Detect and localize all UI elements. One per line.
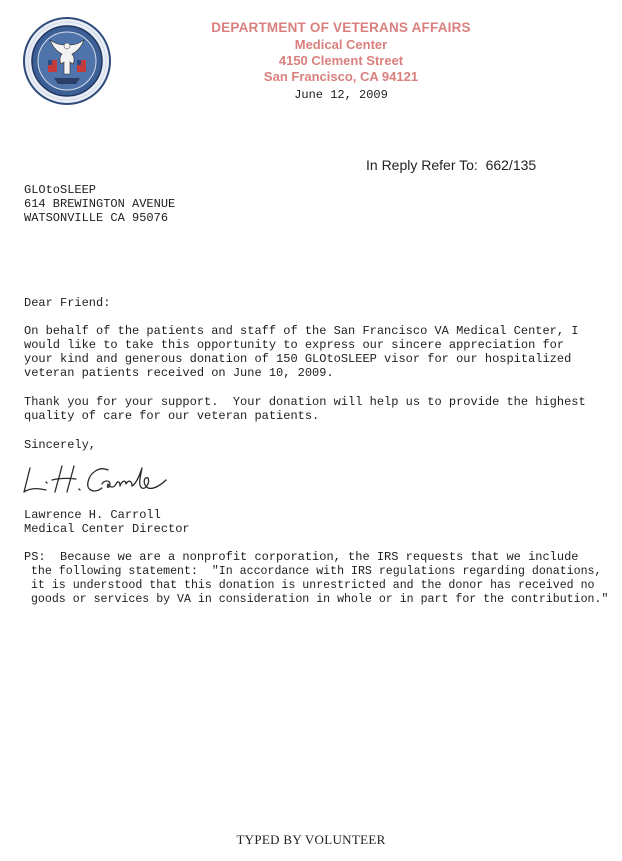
handwritten-signature-icon	[16, 458, 176, 502]
letterhead-city: San Francisco, CA 94121	[263, 69, 419, 84]
signer-name: Lawrence H. Carroll	[24, 508, 161, 522]
body-line: quality of care for our veteran patients.	[24, 409, 320, 423]
recipient-city: WATSONVILLE CA 95076	[24, 211, 169, 225]
ps-line: goods or services by VA in consideration in whole or in part for the contribution."	[24, 593, 609, 606]
letterhead-street: 4150 Clement Street	[278, 53, 404, 68]
body-line: your kind and generous donation of 150 GLOtoSLEEP visor for our hospitalized	[24, 352, 572, 366]
ps-line: the following statement: "In accordance with IRS regulations regarding donations,	[24, 565, 602, 578]
letter-date: June 12, 2009	[294, 88, 388, 102]
reply-reference: In Reply Refer To: 662/135	[366, 157, 537, 173]
recipient-name: GLOtoSLEEP	[24, 183, 97, 197]
recipient-street: 614 BREWINGTON AVENUE	[24, 197, 176, 211]
va-seal-icon	[22, 16, 112, 106]
typed-by-footer: TYPED BY VOLUNTEER	[236, 832, 386, 847]
signer-title: Medical Center Director	[24, 522, 190, 536]
body-line: On behalf of the patients and staff of the San Francisco VA Medical Center, I	[24, 324, 579, 338]
body-line: Thank you for your support. Your donation will help us to provide the highest	[24, 395, 586, 409]
salutation: Dear Friend:	[24, 296, 111, 310]
letterhead-medical-center: Medical Center	[294, 37, 388, 52]
ps-line: PS: Because we are a nonprofit corporation, the IRS requests that we include	[24, 550, 579, 564]
body-line: veteran patients received on June 10, 2009.	[24, 366, 334, 380]
closing: Sincerely,	[24, 438, 97, 452]
ps-line: it is understood that this donation is unrestricted and the donor has received no	[24, 579, 595, 592]
body-line: would like to take this opportunity to express our sincere appreciation for	[24, 338, 565, 352]
letterhead-department: DEPARTMENT OF VETERANS AFFAIRS	[211, 20, 471, 35]
